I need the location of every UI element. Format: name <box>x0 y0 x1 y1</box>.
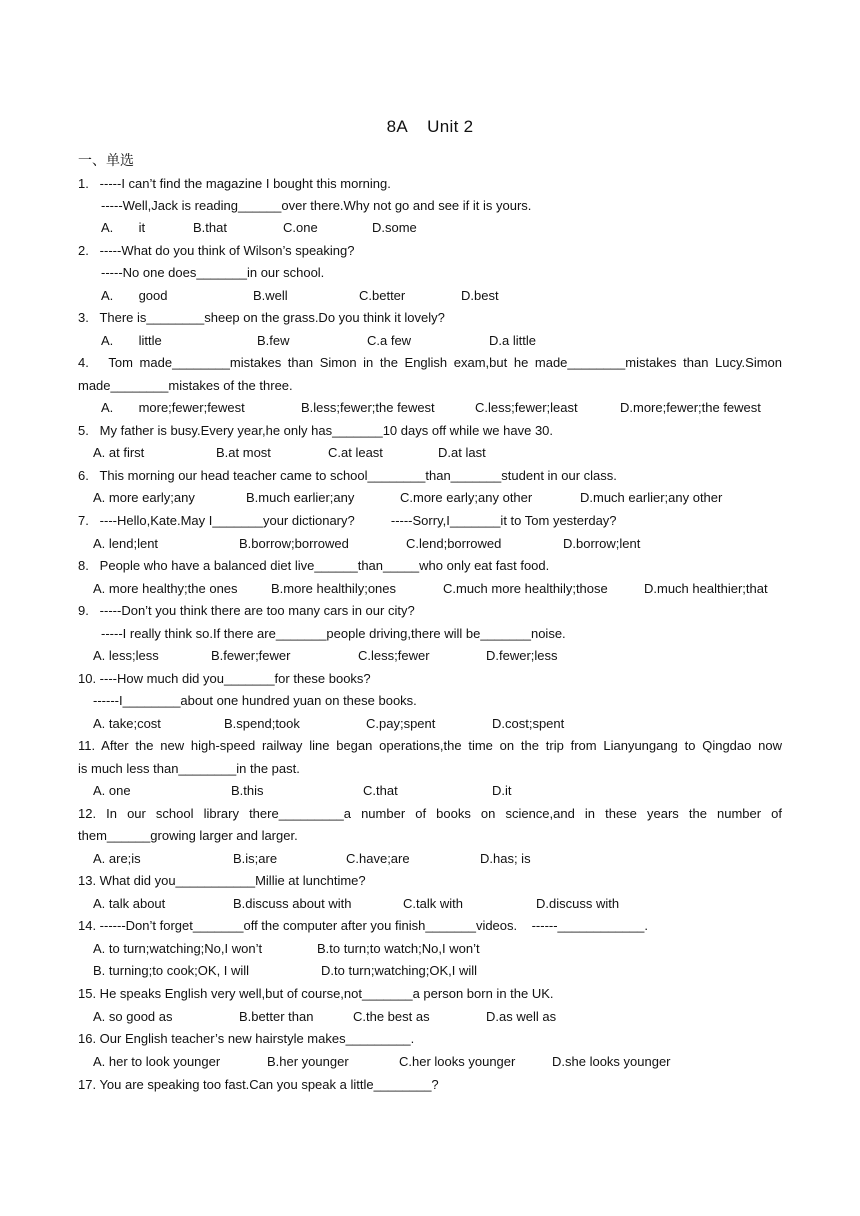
question-4-option-a: A. more;fewer;fewest <box>101 400 245 415</box>
question-5-option-d: D.at last <box>438 445 486 460</box>
question-4-option-b: B.less;fewer;the fewest <box>301 400 435 415</box>
question-1-option-d: D.some <box>372 220 417 235</box>
question-9-option-c: C.less;fewer <box>358 648 430 663</box>
question-11-line-2: is much less than________in the past. <box>78 761 300 776</box>
question-11-option-b: B.this <box>231 783 264 798</box>
question-17-line-1: 17. You are speaking too fast.Can you speak a little________? <box>78 1077 439 1092</box>
question-1-line-2: -----Well,Jack is reading______over there.Why not go and see if it is yours. <box>101 198 532 213</box>
question-1-line-1: 1. -----I can’t find the magazine I bought this morning. <box>78 176 391 191</box>
question-4-line-2: made________mistakes of the three. <box>78 378 293 393</box>
question-3-option-d: D.a little <box>489 333 536 348</box>
question-8-option-c: C.much more healthily;those <box>443 581 608 596</box>
question-3-option-b: B.few <box>257 333 290 348</box>
question-6-line-1: 6. This morning our head teacher came to school________than_______student in our class. <box>78 468 617 483</box>
question-13-option-a: A. talk about <box>93 896 166 911</box>
question-13-option-d: D.discuss with <box>536 896 620 911</box>
question-10-option-c: C.pay;spent <box>366 716 436 731</box>
question-16-option-a: A. her to look younger <box>93 1054 221 1069</box>
question-8-option-b: B.more healthily;ones <box>271 581 397 596</box>
question-3-line-1: 3. There is________sheep on the grass.Do you think it lovely? <box>78 310 445 325</box>
question-2-option-d: D.best <box>461 288 499 303</box>
question-14-line-1: 14. ------Don’t forget_______off the computer after you finish_______videos. ------____________. <box>78 918 648 933</box>
question-12-option-a: A. are;is <box>93 851 141 866</box>
question-3-option-a: A. little <box>101 333 162 348</box>
question-7-option-b: B.borrow;borrowed <box>239 536 349 551</box>
question-13-option-c: C.talk with <box>403 896 463 911</box>
question-9-line-2: -----I really think so.If there are_______people driving,there will be_______noise. <box>101 626 566 641</box>
question-2-line-2: -----No one does_______in our school. <box>101 265 325 280</box>
question-9-option-a: A. less;less <box>93 648 159 663</box>
question-10-line-1: 10. ----How much did you_______for these books? <box>78 671 371 686</box>
question-15-option-c: C.the best as <box>353 1009 430 1024</box>
section-heading: 一、单选 <box>78 152 134 168</box>
question-15-line-1: 15. He speaks English very well,but of course,not_______a person born in the UK. <box>78 986 554 1001</box>
question-6-option-a: A. more early;any <box>93 490 195 505</box>
question-2-option-a: A. good <box>101 288 168 303</box>
question-10-line-2: ------I________about one hundred yuan on these books. <box>93 693 417 708</box>
question-8-option-a: A. more healthy;the ones <box>93 581 238 596</box>
question-14-option-d: D.to turn;watching;OK,I will <box>321 963 478 978</box>
question-4-option-d: D.more;fewer;the fewest <box>620 400 761 415</box>
question-12-option-c: C.have;are <box>346 851 410 866</box>
question-9-option-b: B.fewer;fewer <box>211 648 291 663</box>
page-title: 8A Unit 2 <box>386 117 474 136</box>
question-13-option-b: B.discuss about with <box>233 896 352 911</box>
question-12-option-b: B.is;are <box>233 851 278 866</box>
question-13-line-1: 13. What did you___________Millie at lunchtime? <box>78 873 366 888</box>
question-11-line-1: 11. After the new high-speed railway line began operations,the time on the trip from Lianyungang to Qingdao now <box>78 738 782 753</box>
question-7-line-1: 7. ----Hello,Kate.May I_______your dictionary? -----Sorry,I_______it to Tom yesterday? <box>78 513 617 528</box>
question-7-option-d: D.borrow;lent <box>563 536 641 551</box>
question-12-line-1: 12. In our school library there_________a number of books on science,and in these years the number of <box>78 806 782 821</box>
question-9-option-d: D.fewer;less <box>486 648 558 663</box>
question-14-option-c: B. turning;to cook;OK, I will <box>93 963 250 978</box>
question-6-option-b: B.much earlier;any <box>246 490 355 505</box>
question-1-option-c: C.one <box>283 220 318 235</box>
question-1-option-a: A. it <box>101 220 146 235</box>
question-12-option-d: D.has; is <box>480 851 531 866</box>
question-16-option-b: B.her younger <box>267 1054 349 1069</box>
question-11-option-c: C.that <box>363 783 398 798</box>
question-8-option-d: D.much healthier;that <box>644 581 768 596</box>
question-5-option-c: C.at least <box>328 445 383 460</box>
question-2-option-b: B.well <box>253 288 288 303</box>
question-5-option-b: B.at most <box>216 445 271 460</box>
question-9-line-1: 9. -----Don’t you think there are too many cars in our city? <box>78 603 415 618</box>
question-16-line-1: 16. Our English teacher’s new hairstyle makes_________. <box>78 1031 415 1046</box>
question-4-line-1: 4. Tom made________mistakes than Simon in the English exam,but he made________mistakes than Lucy.Simon <box>78 355 782 370</box>
question-7-option-a: A. lend;lent <box>93 536 159 551</box>
question-16-option-d: D.she looks younger <box>552 1054 671 1069</box>
question-10-option-b: B.spend;took <box>224 716 300 731</box>
question-15-option-b: B.better than <box>239 1009 314 1024</box>
question-7-option-c: C.lend;borrowed <box>406 536 502 551</box>
question-3-option-c: C.a few <box>367 333 412 348</box>
question-5-line-1: 5. My father is busy.Every year,he only has_______10 days off while we have 30. <box>78 423 554 438</box>
question-10-option-a: A. take;cost <box>93 716 161 731</box>
question-11-option-d: D.it <box>492 783 512 798</box>
question-1-option-b: B.that <box>193 220 227 235</box>
question-2-option-c: C.better <box>359 288 406 303</box>
question-14-option-b: B.to turn;to watch;No,I won’t <box>317 941 480 956</box>
question-2-line-1: 2. -----What do you think of Wilson’s speaking? <box>78 243 355 258</box>
question-14-option-a: A. to turn;watching;No,I won’t <box>93 941 263 956</box>
question-6-option-d: D.much earlier;any other <box>580 490 723 505</box>
question-15-option-a: A. so good as <box>93 1009 173 1024</box>
question-10-option-d: D.cost;spent <box>492 716 565 731</box>
question-5-option-a: A. at first <box>93 445 145 460</box>
question-8-line-1: 8. People who have a balanced diet live______than_____who only eat fast food. <box>78 558 550 573</box>
question-16-option-c: C.her looks younger <box>399 1054 516 1069</box>
question-6-option-c: C.more early;any other <box>400 490 533 505</box>
question-15-option-d: D.as well as <box>486 1009 557 1024</box>
question-4-option-c: C.less;fewer;least <box>475 400 578 415</box>
question-11-option-a: A. one <box>93 783 131 798</box>
question-12-line-2: them______growing larger and larger. <box>78 828 298 843</box>
